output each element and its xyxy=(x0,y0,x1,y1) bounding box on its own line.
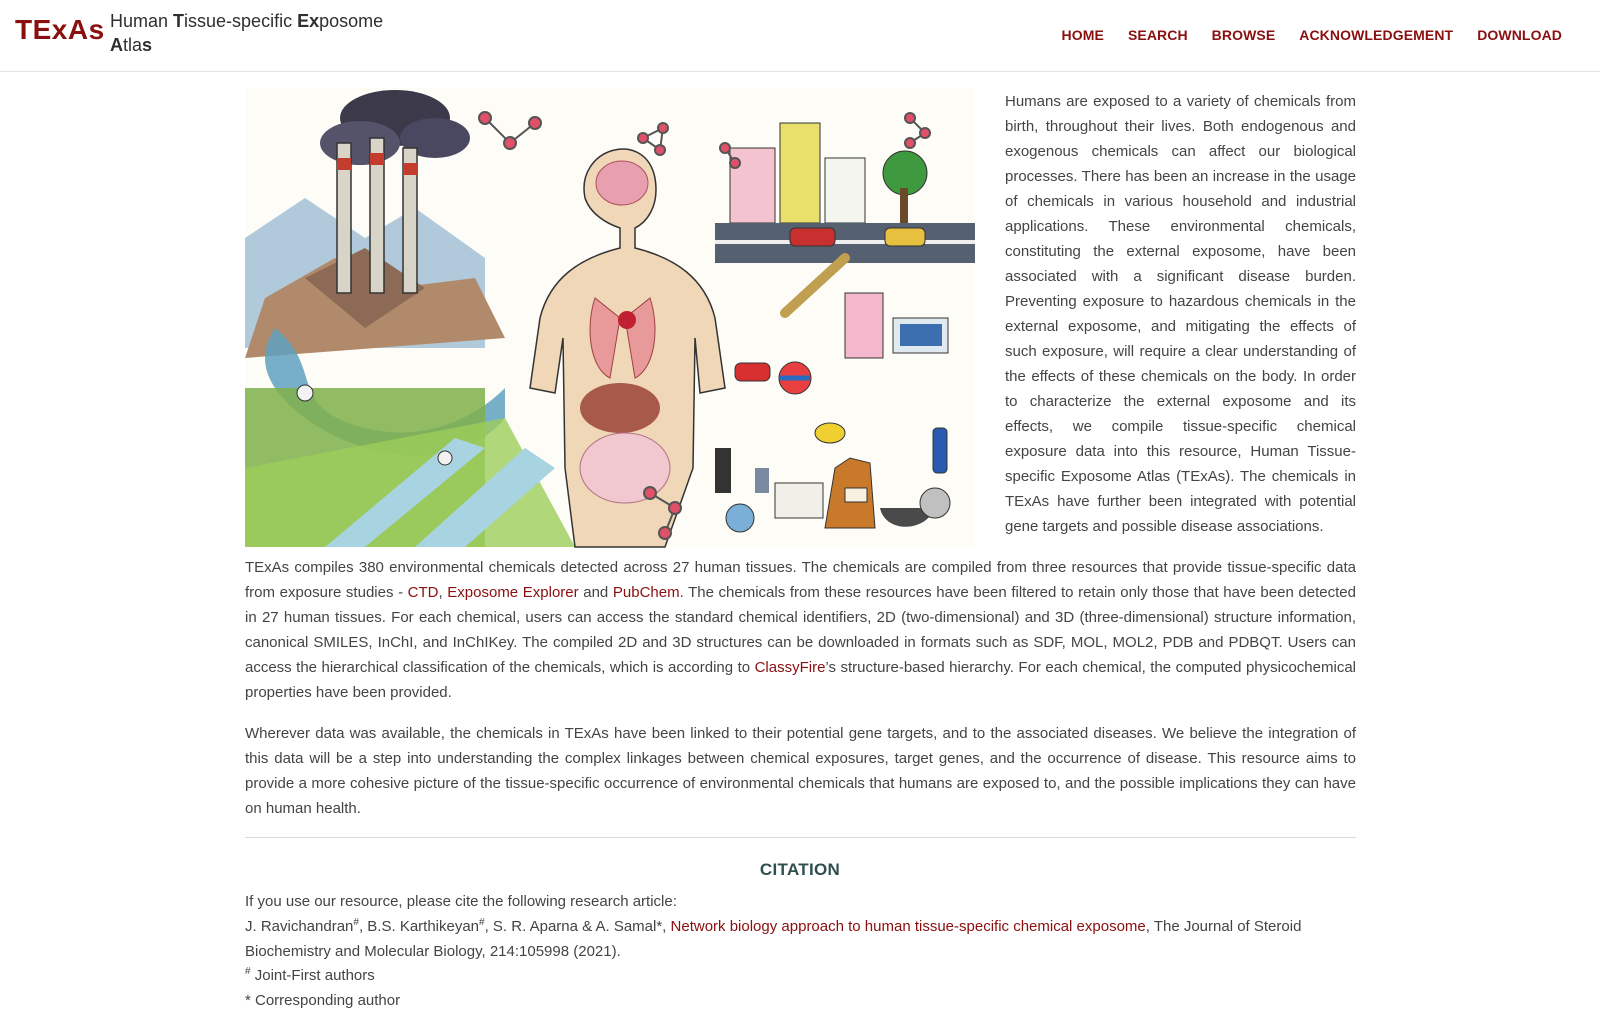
link-ctd[interactable]: CTD xyxy=(407,584,439,601)
brand-initial: Ex xyxy=(297,11,320,31)
integration-paragraph: Wherever data was available, the chemicals in TExAs have been linked to their potential gene targets, and to the associated diseases. We believe the integration of this data will be a step into understanding the complex linkages between chemical exposures, target genes, and the occurrence of disease. This resource aims to provide a more cohesive picture of the tissue-specific occurrence of environmental chemicals that humans are exposed to, and the possible implications they can have on human health. xyxy=(245,725,1356,817)
brand-text: tla xyxy=(123,35,143,55)
nav-search[interactable]: SEARCH xyxy=(1127,27,1188,43)
corresponding-note: * Corresponding author xyxy=(245,992,401,1009)
brand-initial: T xyxy=(173,11,185,31)
compilation-paragraph: TExAs compiles 380 environmental chemicals detected across 27 human tissues. The chemicals are compiled from three resources that provide tissue-specific data from exposure studies - CTD, Exposome Explorer and PubChem. The chemicals from these resources have been filtered to retain only those that have been detected in 27 human tissues. For each chemical, users can access the standard chemical identifiers, 2D (two-dimensional) and 3D (three-dimensional) structure information, canonical SMILES, InChI, and InChIKey. The compiled 2D and 3D structures can be downloaded in formats such as SDF, MOL, MOL2, PDB and PDBQT. Users can access the hierarchical classification of the chemicals, which is according to ClassyFire’s structure-based hierarchy. For each chemical, the computed physicochemical properties have been provided. xyxy=(245,559,1356,701)
brand-initial: A xyxy=(110,35,123,55)
link-classyfire[interactable]: ClassyFire xyxy=(754,659,826,676)
citation-intro: If you use our resource, please cite the following research article: xyxy=(245,893,677,910)
brand-text: posome xyxy=(319,11,384,31)
intro-paragraph: Humans are exposed to a variety of chemicals from birth, throughout their lives. Both endogenous and exogenous chemicals can affect our biological processes. There has been an increase in the usage of chemicals in various household and industrial applications. These environmental chemicals, constituting the external exposome, have been associated with a significant disease burden. Preventing exposure to hazardous chemicals in the external exposome, and mitigating the effects of such exposure, will require a clear understanding of the effects of these chemicals on the body. In order to characterize the external exposome and its effects, we compile tissue-specific chemical exposure data into this resource, Human Tissue-specific Exposome Atlas (TExAs). The chemicals in TExAs have further been integrated with potential gene targets and possible disease associations. xyxy=(1005,93,1356,535)
site-brand-name xyxy=(110,9,383,57)
top-navbar xyxy=(0,0,1600,72)
nav-acknowledgement[interactable]: ACKNOWLEDGEMENT xyxy=(1299,27,1454,43)
site-logo[interactable]: TExAs xyxy=(15,14,105,45)
brand-text: Human xyxy=(110,11,174,31)
exposome-illustration xyxy=(245,88,975,547)
brand-text: issue-specific xyxy=(184,11,298,31)
main-nav xyxy=(1062,27,1562,43)
nav-download[interactable]: DOWNLOAD xyxy=(1477,27,1562,43)
citation-reference: J. Ravichandran#, B.S. Karthikeyan#, S. R. Aparna & A. Samal*, Network biology approach to human tissue-specific chemical exposome, The Journal of Steroid Biochemistry and Molecular Biology, 214:105998 (2021). xyxy=(245,917,1302,960)
section-divider xyxy=(245,837,1356,838)
nav-home[interactable]: HOME xyxy=(1061,27,1104,43)
citation-heading: CITATION xyxy=(759,860,841,879)
joint-first-note: # Joint-First authors xyxy=(245,966,375,984)
nav-browse[interactable]: BROWSE xyxy=(1211,27,1276,43)
link-pubchem[interactable]: PubChem xyxy=(612,584,680,601)
link-exposome-explorer[interactable]: Exposome Explorer xyxy=(447,584,579,601)
brand-line-1 xyxy=(110,9,383,33)
citation-article-link[interactable]: Network biology approach to human tissue-specific chemical exposome xyxy=(670,918,1146,935)
brand-line-2 xyxy=(110,33,383,57)
brand-initial: s xyxy=(142,35,153,55)
